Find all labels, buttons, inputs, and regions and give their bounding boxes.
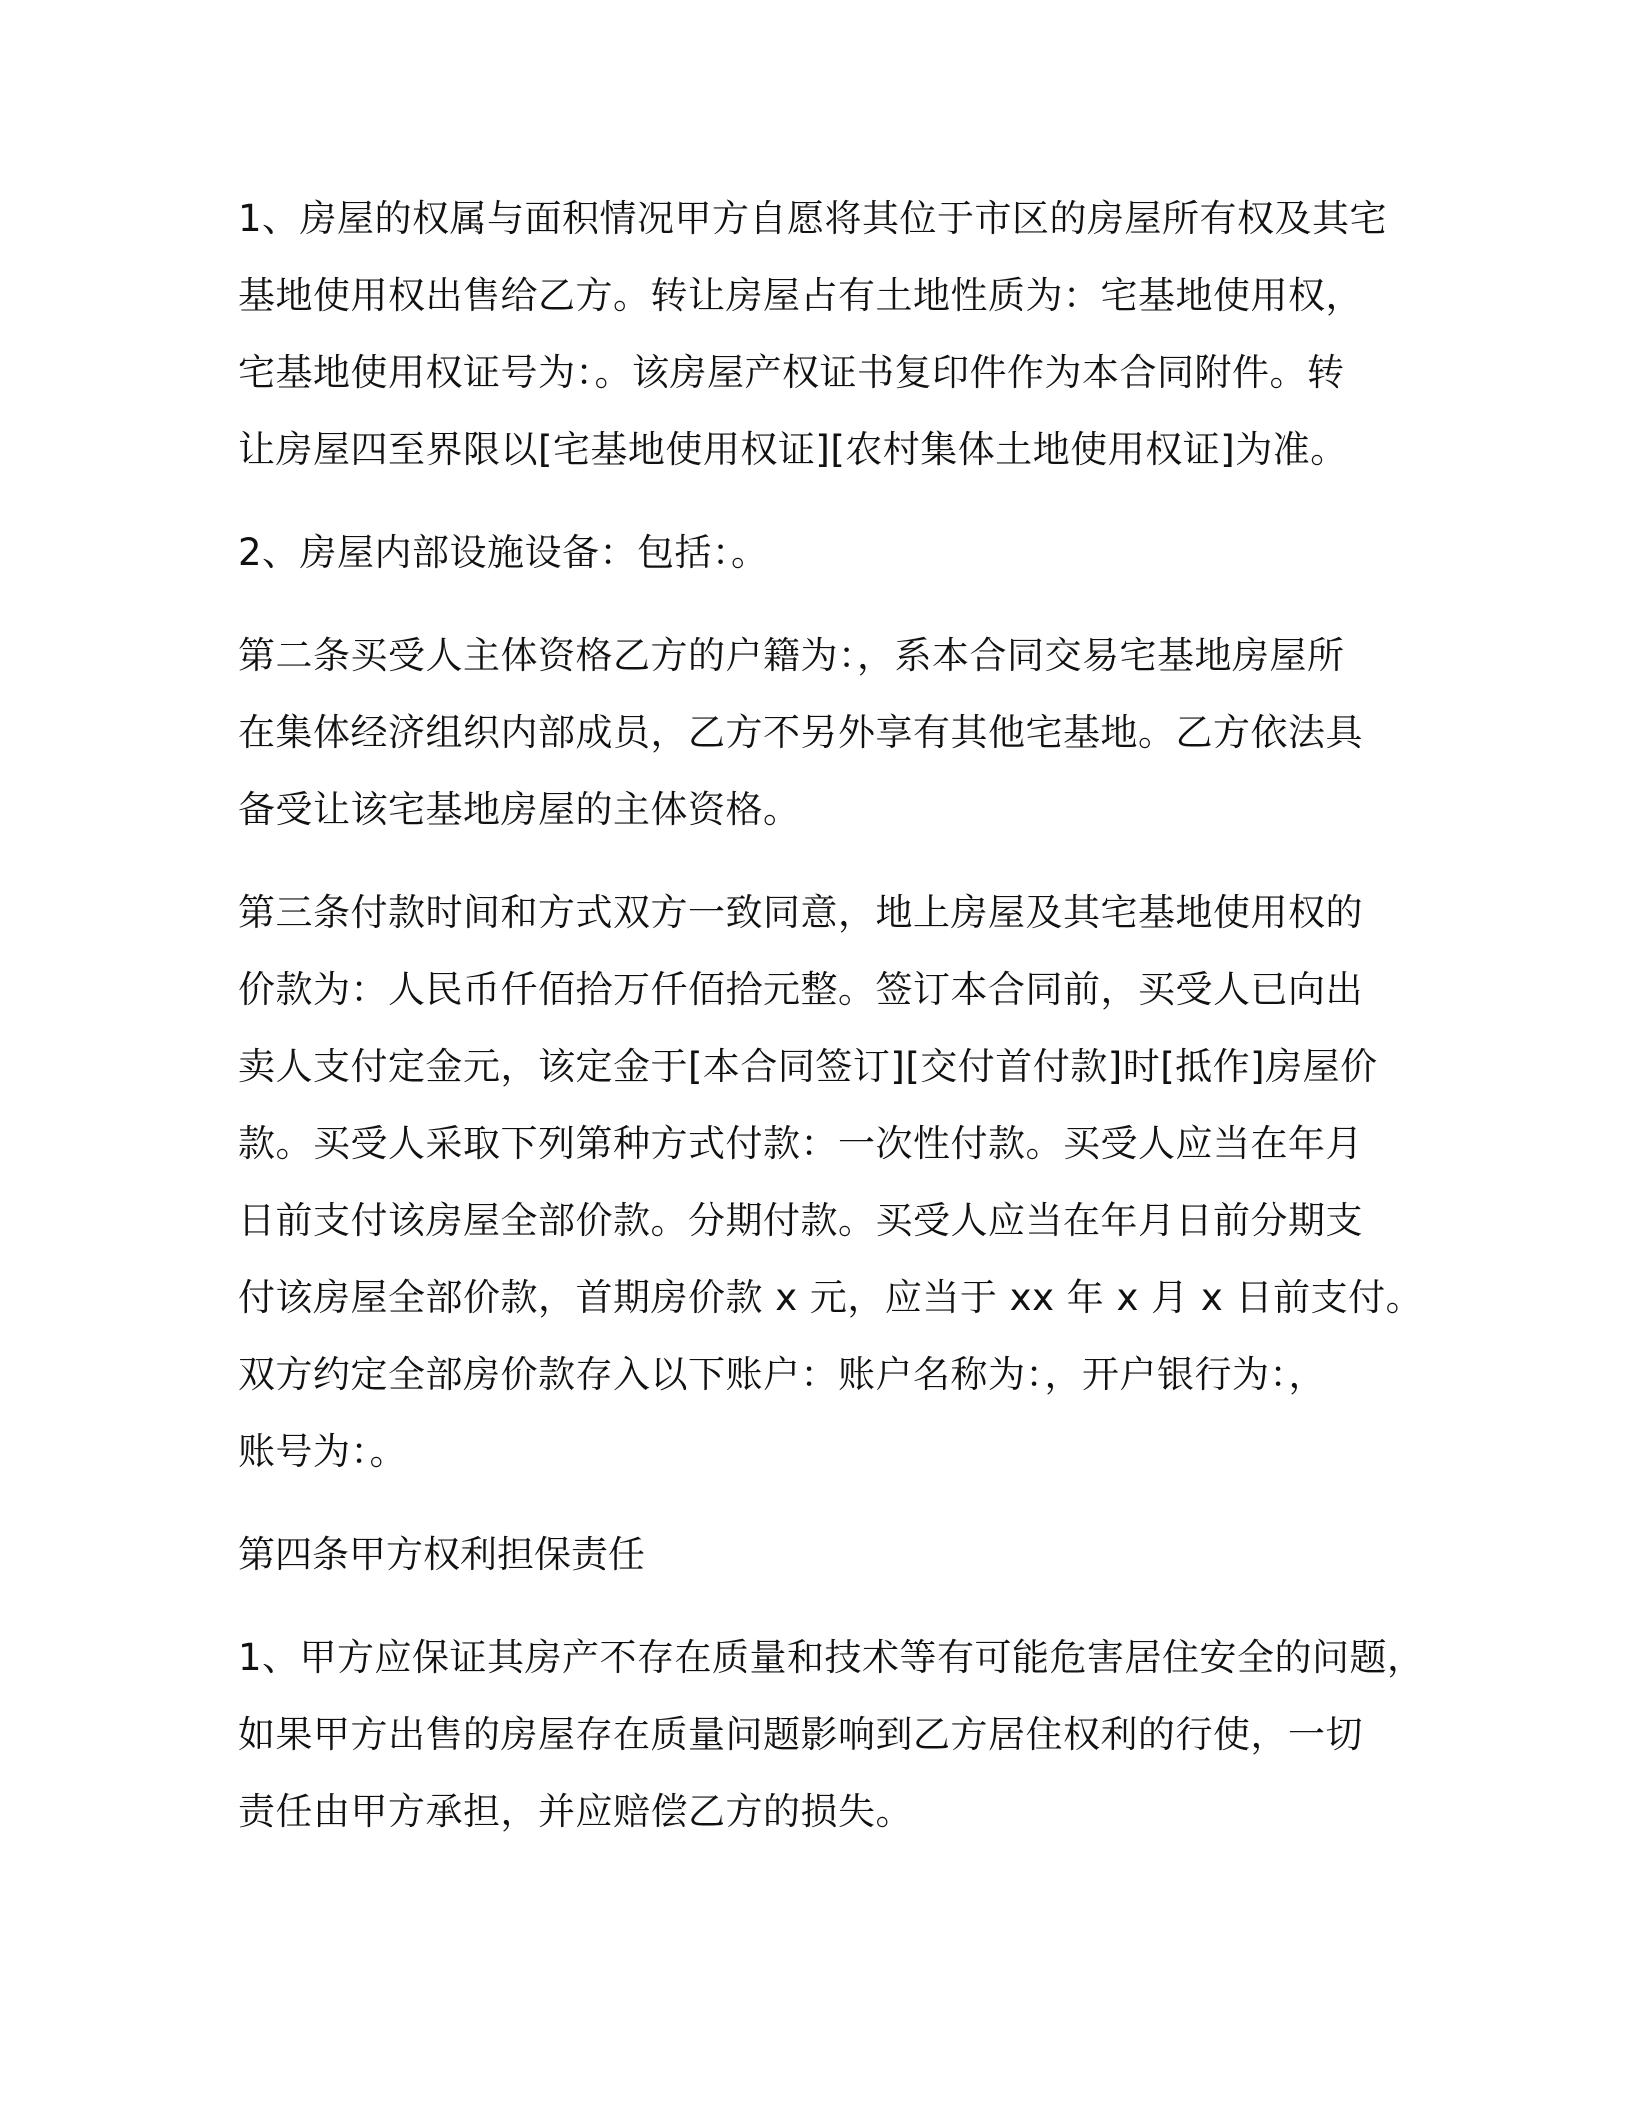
- text-line: 责任由甲方承担，并应赔偿乙方的损失。: [238, 1790, 913, 1833]
- text-line: 第三条付款时间和方式双方一致同意，地上房屋及其宅基地使用权的: [238, 891, 1363, 934]
- text-line: 在集体经济组织内部成员，乙方不另外享有其他宅基地。乙方依法具: [238, 711, 1363, 754]
- text-line: 第四条甲方权利担保责任: [238, 1533, 645, 1576]
- text-line: 备受让该宅基地房屋的主体资格。: [238, 788, 801, 831]
- text-line: 日前支付该房屋全部价款。分期付款。买受人应当在年月日前分期支: [238, 1199, 1363, 1242]
- document-body: [238, 180, 1425, 1876]
- text-line: 1、甲方应保证其房产不存在质量和技术等有可能危害居住安全的问题，: [238, 1636, 1425, 1679]
- text-line: 付该房屋全部价款，首期房价款 x 元，应当于 xx 年 x 月 x 日前支付。: [238, 1276, 1424, 1319]
- text-line: 双方约定全部房价款存入以下账户：账户名称为：，开户银行为：，: [238, 1353, 1326, 1396]
- paragraph-quality-guarantee: [238, 1619, 1425, 1850]
- text-line: 1、房屋的权属与面积情况甲方自愿将其位于市区的房屋所有权及其宅: [238, 197, 1388, 240]
- text-line: 基地使用权出售给乙方。转让房屋占有土地性质为：宅基地使用权，: [238, 274, 1363, 317]
- text-line: 宅基地使用权证号为：。该房屋产权证书复印件作为本合同附件。转: [238, 351, 1345, 394]
- text-line: 账号为：。: [238, 1430, 407, 1473]
- text-line: 卖人支付定金元，该定金于[本合同签订][交付首付款]时[抵作]房屋价: [238, 1045, 1378, 1088]
- text-line: 价款为：人民币仟佰拾万仟佰拾元整。签订本合同前，买受人已向出: [238, 968, 1363, 1011]
- text-line: 让房屋四至界限以[宅基地使用权证][农村集体土地使用权证]为准。: [238, 428, 1348, 471]
- paragraph-article-3-payment: [238, 874, 1424, 1490]
- text-line: 第二条买受人主体资格乙方的户籍为：，系本合同交易宅基地房屋所: [238, 634, 1345, 677]
- paragraph-article-2-buyer-qualification: [238, 617, 1408, 848]
- text-line: 款。买受人采取下列第种方式付款：一次性付款。买受人应当在年月: [238, 1122, 1363, 1165]
- paragraph-interior-facilities: [238, 514, 1408, 591]
- text-line: 如果甲方出售的房屋存在质量问题影响到乙方居住权利的行使，一切: [238, 1713, 1363, 1756]
- text-line: 2、房屋内部设施设备：包括：。: [238, 531, 769, 574]
- paragraph-property-ownership: [238, 180, 1408, 488]
- heading-article-4-warranty: [238, 1516, 1408, 1593]
